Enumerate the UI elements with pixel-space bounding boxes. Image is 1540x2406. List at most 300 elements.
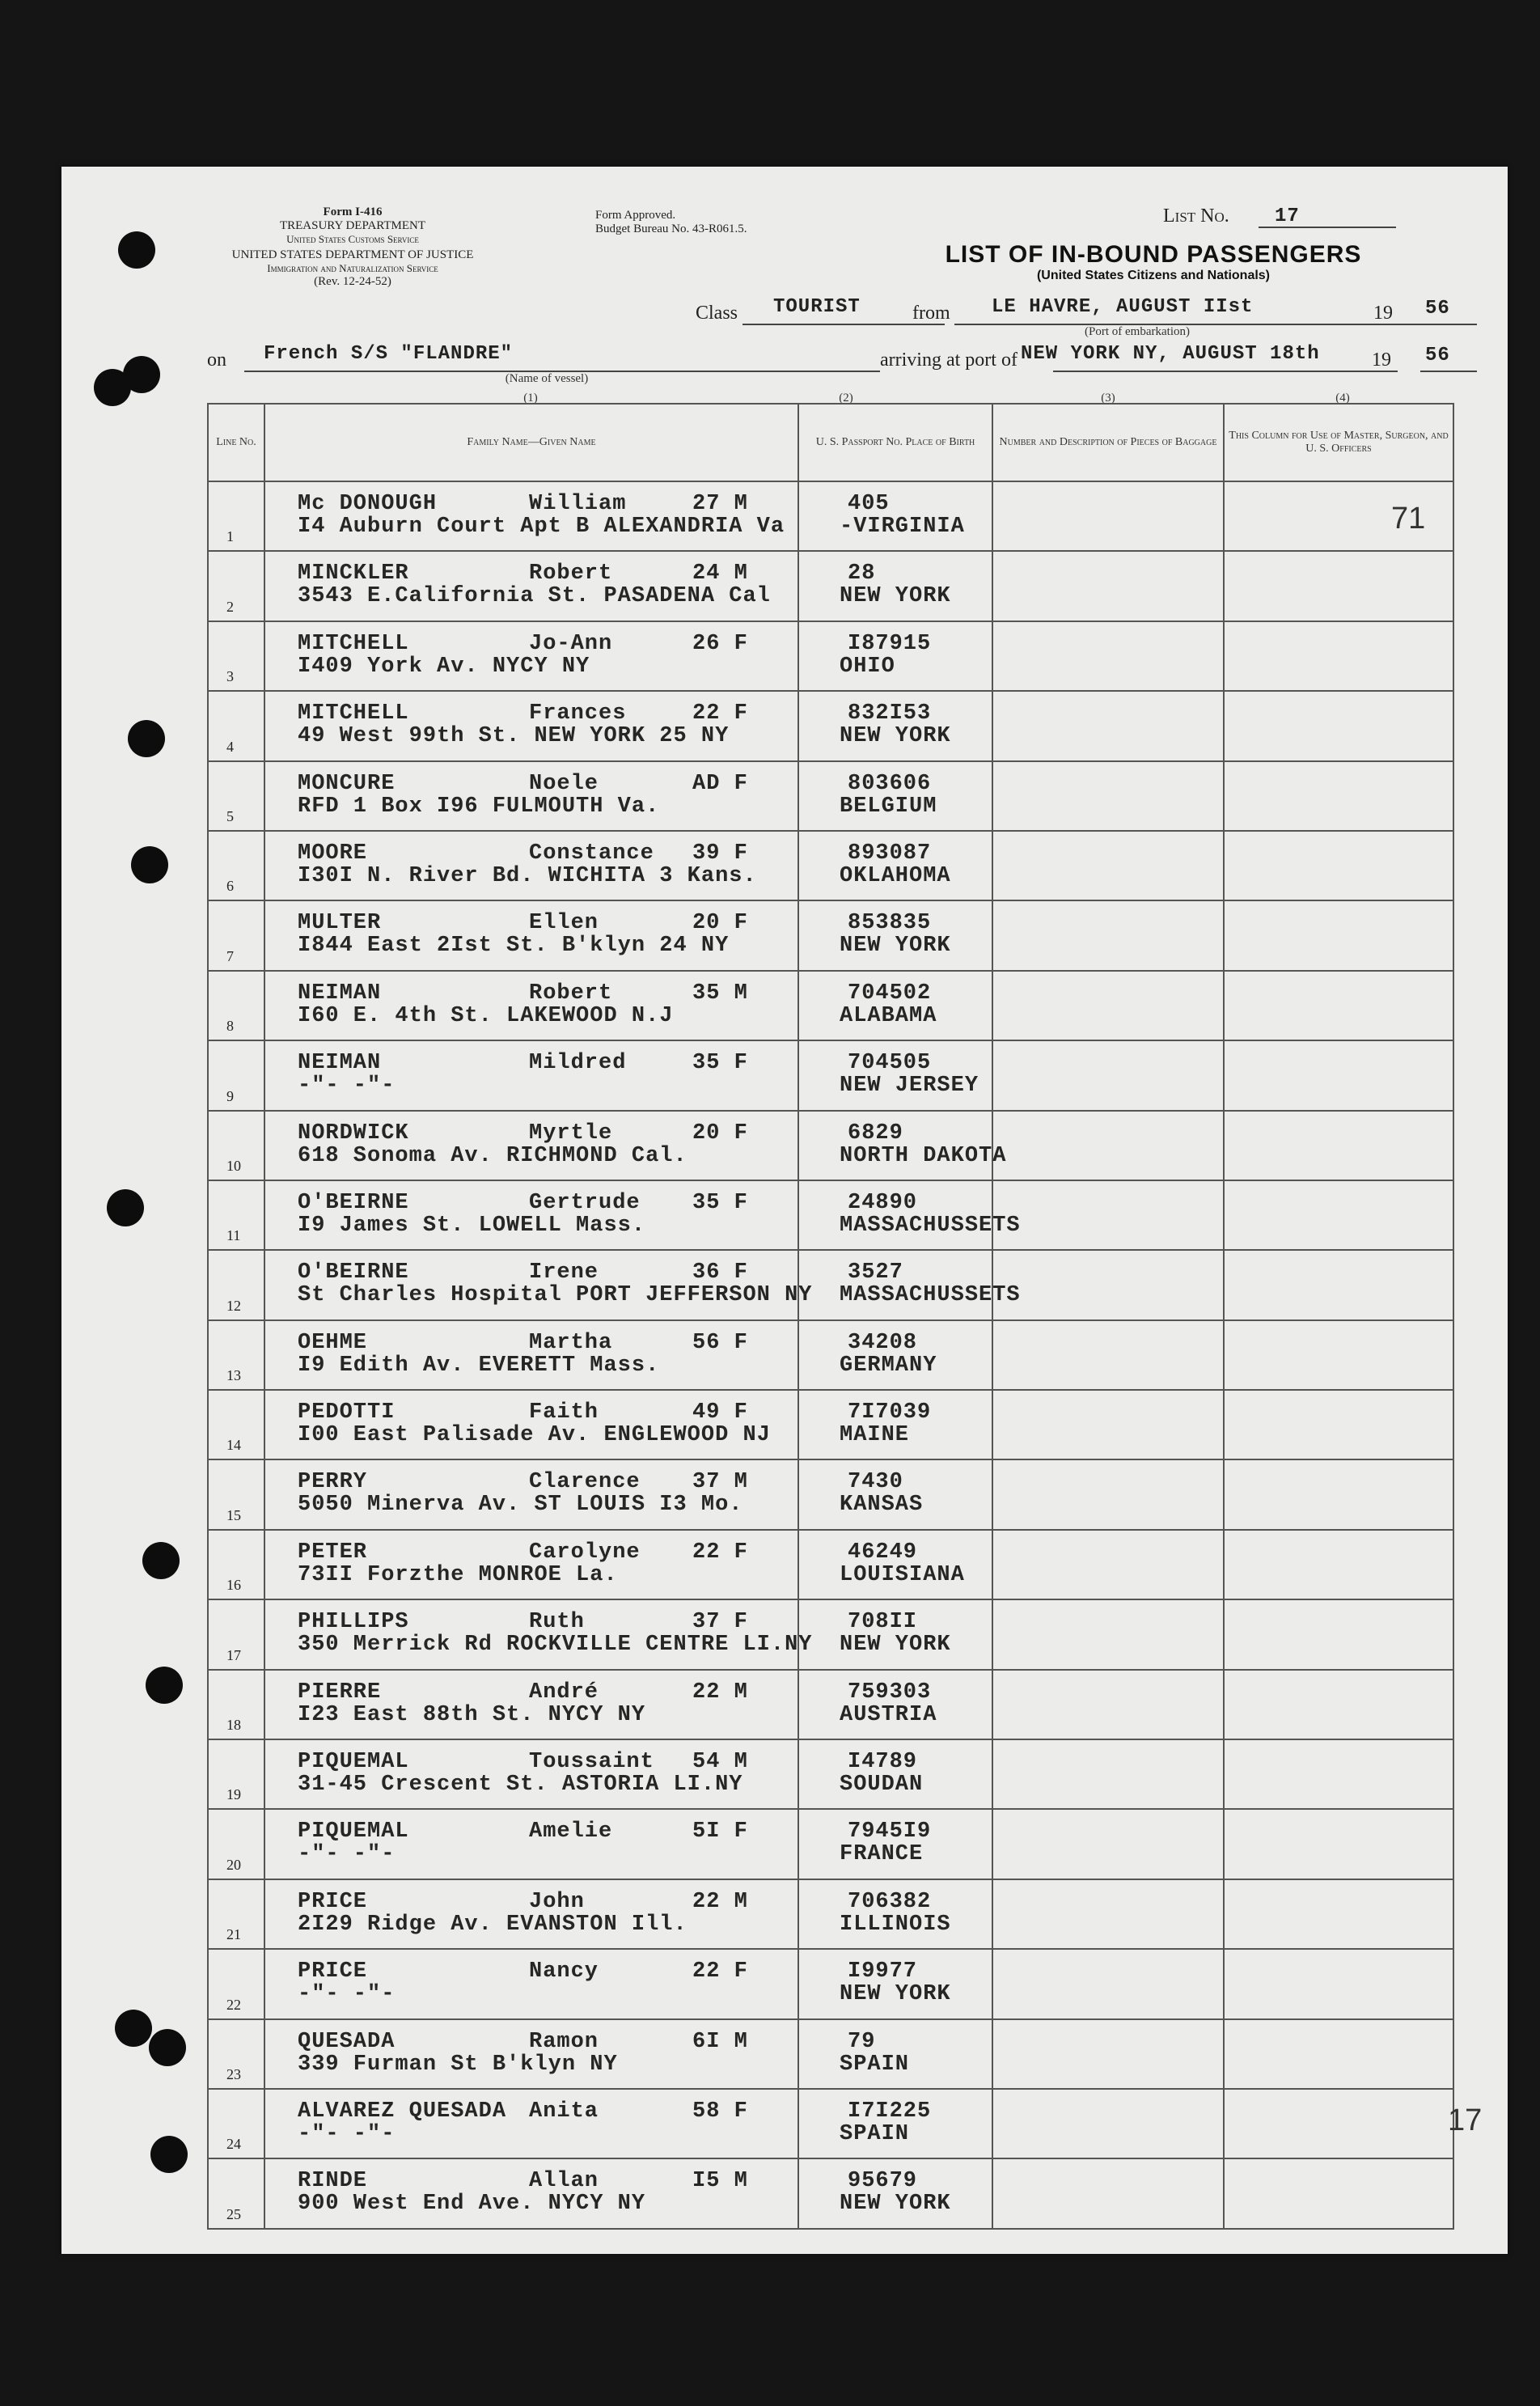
table-row bbox=[208, 761, 1453, 831]
passport-cell bbox=[798, 2089, 992, 2158]
passport-number: 7945I9 bbox=[848, 1819, 932, 1845]
line-number: 4 bbox=[226, 738, 234, 755]
passport-number: 3527 bbox=[848, 1260, 903, 1286]
age-sex: 35 M bbox=[692, 981, 748, 1006]
passport-cell bbox=[798, 761, 992, 831]
approval-block bbox=[595, 209, 806, 237]
line-cell bbox=[208, 2089, 264, 2158]
given-name: Myrtle bbox=[529, 1120, 613, 1146]
given-name: Anita bbox=[529, 2099, 599, 2124]
column-number: (2) bbox=[839, 392, 853, 405]
age-sex: 54 M bbox=[692, 1750, 748, 1775]
line-number: 12 bbox=[226, 1297, 241, 1314]
officer-cell bbox=[1224, 1111, 1453, 1180]
officer-cell bbox=[1224, 1390, 1453, 1459]
officer-cell bbox=[1224, 1040, 1453, 1110]
given-name: Jo-Ann bbox=[529, 631, 613, 656]
place-of-birth: KANSAS bbox=[840, 1493, 924, 1518]
name-cell bbox=[264, 1739, 798, 1809]
line-cell bbox=[208, 1530, 264, 1599]
family-name: PIQUEMAL bbox=[298, 1819, 409, 1845]
officer-cell bbox=[1224, 1879, 1453, 1949]
line-cell bbox=[208, 1111, 264, 1180]
line-number: 19 bbox=[226, 1786, 241, 1803]
line-cell bbox=[208, 1390, 264, 1459]
name-cell bbox=[264, 1320, 798, 1390]
place-of-birth: NEW YORK bbox=[840, 934, 951, 959]
name-cell bbox=[264, 831, 798, 900]
given-name: Faith bbox=[529, 1400, 599, 1425]
list-label: List No. bbox=[1163, 205, 1229, 227]
family-name: PHILLIPS bbox=[298, 1610, 409, 1635]
line-cell bbox=[208, 621, 264, 691]
arriving-line bbox=[1053, 371, 1398, 372]
passport-number: I9977 bbox=[848, 1959, 918, 1985]
officer-note: 71 bbox=[1391, 502, 1426, 536]
vessel-caption: (Name of vessel) bbox=[505, 372, 589, 385]
address: 2I29 Ridge Av. EVANSTON Ill. bbox=[298, 1912, 688, 1937]
given-name: Martha bbox=[529, 1330, 613, 1355]
budget-number: Budget Bureau No. 43-R061.5. bbox=[595, 222, 747, 236]
baggage-cell bbox=[992, 1250, 1224, 1319]
baggage-cell bbox=[992, 1320, 1224, 1390]
line-cell bbox=[208, 1670, 264, 1739]
given-name: Robert bbox=[529, 981, 613, 1006]
place-of-birth: -VIRGINIA bbox=[840, 515, 965, 539]
table-row bbox=[208, 831, 1453, 900]
table-row bbox=[208, 2089, 1453, 2158]
table-row bbox=[208, 2158, 1453, 2228]
table-row bbox=[208, 481, 1453, 551]
given-name: Noele bbox=[529, 771, 599, 796]
form-number: Form I-416 bbox=[323, 205, 383, 218]
line-cell bbox=[208, 1949, 264, 2018]
place-of-birth: NEW YORK bbox=[840, 2192, 951, 2217]
officer-cell bbox=[1224, 551, 1453, 621]
class-value: TOURIST bbox=[773, 296, 861, 318]
address: I409 York Av. NYCY NY bbox=[298, 654, 590, 679]
passport-number: 853835 bbox=[848, 911, 932, 936]
family-name: NORDWICK bbox=[298, 1120, 409, 1146]
age-sex: 22 M bbox=[692, 1889, 748, 1914]
officer-cell bbox=[1224, 1670, 1453, 1739]
baggage-cell bbox=[992, 1459, 1224, 1529]
page-subtitle: (United States Citizens and Nationals) bbox=[1036, 269, 1271, 282]
line-cell bbox=[208, 831, 264, 900]
line-cell bbox=[208, 1250, 264, 1319]
age-sex: 22 M bbox=[692, 1680, 748, 1705]
passport-number: 708II bbox=[848, 1610, 918, 1635]
passport-number: 6829 bbox=[848, 1120, 903, 1146]
place-of-birth: MAINE bbox=[840, 1423, 910, 1448]
passport-number: 706382 bbox=[848, 1889, 932, 1914]
passenger-rows bbox=[208, 481, 1453, 2229]
passport-cell bbox=[798, 1739, 992, 1809]
officer-cell bbox=[1224, 2089, 1453, 2158]
name-cell bbox=[264, 2158, 798, 2228]
passport-number: 893087 bbox=[848, 841, 932, 866]
passport-cell bbox=[798, 1879, 992, 1949]
baggage-cell bbox=[992, 481, 1224, 551]
given-name: Ruth bbox=[529, 1610, 585, 1635]
address: 350 Merrick Rd ROCKVILLE CENTRE LI.NY bbox=[298, 1633, 813, 1658]
given-name: Ramon bbox=[529, 2029, 599, 2054]
officer-cell bbox=[1224, 1739, 1453, 1809]
given-name: William bbox=[529, 492, 627, 516]
age-sex: 37 F bbox=[692, 1610, 748, 1635]
given-name: André bbox=[529, 1680, 599, 1705]
address: I23 East 88th St. NYCY NY bbox=[298, 1702, 646, 1727]
address: I00 East Palisade Av. ENGLEWOOD NJ bbox=[298, 1423, 771, 1448]
name-cell bbox=[264, 551, 798, 621]
page-title: LIST OF IN-BOUND PASSENGERS bbox=[945, 241, 1362, 268]
passport-cell bbox=[798, 621, 992, 691]
family-name: MOORE bbox=[298, 841, 368, 866]
officer-cell bbox=[1224, 691, 1453, 760]
passport-cell bbox=[798, 971, 992, 1040]
given-name: Gertrude bbox=[529, 1190, 641, 1215]
col-line: Line No. bbox=[208, 404, 264, 481]
table-row bbox=[208, 1530, 1453, 1599]
passenger-table bbox=[207, 403, 1454, 2230]
justice-dept: UNITED STATES DEPARTMENT OF JUSTICE bbox=[231, 248, 474, 262]
year-prefix: 19 bbox=[1372, 349, 1391, 371]
line-number: 24 bbox=[226, 2136, 241, 2153]
address: 49 West 99th St. NEW YORK 25 NY bbox=[298, 724, 730, 749]
table-row bbox=[208, 2019, 1453, 2089]
passport-cell bbox=[798, 1670, 992, 1739]
given-name: Ellen bbox=[529, 911, 599, 936]
age-sex: 35 F bbox=[692, 1190, 748, 1215]
place-of-birth: ALABAMA bbox=[840, 1003, 937, 1028]
passport-cell bbox=[798, 831, 992, 900]
punch-hole bbox=[150, 2136, 188, 2173]
baggage-cell bbox=[992, 1599, 1224, 1669]
age-sex: 6I M bbox=[692, 2029, 748, 2054]
officer-cell bbox=[1224, 971, 1453, 1040]
vessel-value: French S/S "FLANDRE" bbox=[264, 343, 514, 365]
family-name: QUESADA bbox=[298, 2029, 396, 2054]
name-cell bbox=[264, 1949, 798, 2018]
officer-cell bbox=[1224, 761, 1453, 831]
agency-block bbox=[207, 205, 498, 289]
name-cell bbox=[264, 1040, 798, 1110]
family-name: O'BEIRNE bbox=[298, 1260, 409, 1286]
age-sex: 35 F bbox=[692, 1051, 748, 1076]
given-name: Frances bbox=[529, 701, 627, 726]
line-number: 2 bbox=[226, 598, 234, 615]
line-number: 9 bbox=[226, 1087, 234, 1104]
age-sex: 26 F bbox=[692, 631, 748, 656]
officer-cell bbox=[1224, 1250, 1453, 1319]
family-name: MONCURE bbox=[298, 771, 396, 796]
passport-number: 95679 bbox=[848, 2169, 918, 2194]
family-name: PRICE bbox=[298, 1959, 368, 1985]
address: I9 James St. LOWELL Mass. bbox=[298, 1213, 646, 1238]
given-name: Clarence bbox=[529, 1470, 641, 1495]
line-number: 5 bbox=[226, 807, 234, 824]
line-cell bbox=[208, 1809, 264, 1879]
age-sex: 36 F bbox=[692, 1260, 748, 1286]
customs-service: United States Customs Service bbox=[286, 232, 419, 245]
name-cell bbox=[264, 481, 798, 551]
col-name: Family Name—Given Name bbox=[264, 404, 798, 481]
baggage-cell bbox=[992, 1879, 1224, 1949]
line-number: 16 bbox=[226, 1577, 241, 1594]
line-cell bbox=[208, 691, 264, 760]
passport-number: 34208 bbox=[848, 1330, 918, 1355]
arriving-label: arriving at port of bbox=[880, 349, 1018, 371]
age-sex: AD F bbox=[692, 771, 748, 796]
passport-cell bbox=[798, 551, 992, 621]
baggage-cell bbox=[992, 1530, 1224, 1599]
line-number: 11 bbox=[226, 1227, 241, 1244]
year-value: 56 bbox=[1425, 298, 1450, 320]
punch-hole bbox=[107, 1189, 144, 1226]
table-row bbox=[208, 1670, 1453, 1739]
family-name: MITCHELL bbox=[298, 631, 409, 656]
given-name: Amelie bbox=[529, 1819, 613, 1845]
address: 5050 Minerva Av. ST LOUIS I3 Mo. bbox=[298, 1493, 743, 1518]
name-cell bbox=[264, 1809, 798, 1879]
officer-cell bbox=[1224, 621, 1453, 691]
line-number: 1 bbox=[226, 528, 234, 545]
line-cell bbox=[208, 1459, 264, 1529]
baggage-cell bbox=[992, 691, 1224, 760]
place-of-birth: OKLAHOMA bbox=[840, 863, 951, 888]
line-number: 3 bbox=[226, 668, 234, 685]
place-of-birth: MASSACHUSSETS bbox=[840, 1213, 1021, 1238]
baggage-cell bbox=[992, 1809, 1224, 1879]
baggage-cell bbox=[992, 621, 1224, 691]
baggage-cell bbox=[992, 971, 1224, 1040]
line-cell bbox=[208, 1180, 264, 1250]
line-number: 13 bbox=[226, 1367, 241, 1384]
name-cell bbox=[264, 971, 798, 1040]
line-number: 15 bbox=[226, 1506, 241, 1523]
family-name: OEHME bbox=[298, 1330, 368, 1355]
place-of-birth: AUSTRIA bbox=[840, 1702, 937, 1727]
passport-number: 7430 bbox=[848, 1470, 903, 1495]
family-name: RINDE bbox=[298, 2169, 368, 2194]
passport-cell bbox=[798, 1809, 992, 1879]
given-name: Carolyne bbox=[529, 1540, 641, 1565]
passport-number: 28 bbox=[848, 561, 876, 587]
officer-cell bbox=[1224, 2158, 1453, 2228]
place-of-birth: NEW YORK bbox=[840, 724, 951, 749]
passport-cell bbox=[798, 1180, 1021, 1250]
name-cell bbox=[264, 691, 798, 760]
baggage-cell bbox=[992, 1040, 1224, 1110]
passport-cell bbox=[798, 1250, 1021, 1319]
table-row bbox=[208, 1250, 1453, 1319]
address: RFD 1 Box I96 FULMOUTH Va. bbox=[298, 794, 660, 819]
line-cell bbox=[208, 1320, 264, 1390]
address: 339 Furman St B'klyn NY bbox=[298, 2052, 618, 2077]
table-row bbox=[208, 1949, 1453, 2018]
passport-number: I4789 bbox=[848, 1750, 918, 1775]
line-number: 23 bbox=[226, 2065, 241, 2082]
on-label: on bbox=[207, 349, 226, 371]
family-name: MINCKLER bbox=[298, 561, 409, 587]
passport-number: 46249 bbox=[848, 1540, 918, 1565]
line-number: 6 bbox=[226, 878, 234, 895]
table-row bbox=[208, 1879, 1453, 1949]
baggage-cell bbox=[992, 2019, 1224, 2089]
baggage-cell bbox=[992, 2158, 1224, 2228]
family-name: Mc DONOUGH bbox=[298, 492, 438, 516]
passport-number: 704502 bbox=[848, 981, 932, 1006]
place-of-birth: NEW YORK bbox=[840, 584, 951, 609]
passport-cell bbox=[798, 481, 992, 551]
given-name: Toussaint bbox=[529, 1750, 654, 1775]
table-row bbox=[208, 1180, 1453, 1250]
address: I9 Edith Av. EVERETT Mass. bbox=[298, 1353, 660, 1378]
table-row bbox=[208, 551, 1453, 621]
corner-note: 17 bbox=[1448, 2103, 1483, 2137]
passport-number: I7I225 bbox=[848, 2099, 932, 2124]
given-name: Nancy bbox=[529, 1959, 599, 1985]
passport-cell bbox=[798, 1390, 992, 1459]
name-cell bbox=[264, 2089, 798, 2158]
place-of-birth: NORTH DAKOTA bbox=[840, 1143, 1007, 1168]
family-name: NEIMAN bbox=[298, 1051, 382, 1076]
age-sex: 27 M bbox=[692, 492, 748, 516]
family-name: MITCHELL bbox=[298, 701, 409, 726]
year-value: 56 bbox=[1425, 345, 1450, 366]
year-prefix: 19 bbox=[1373, 303, 1393, 324]
line-cell bbox=[208, 761, 264, 831]
line-cell bbox=[208, 1040, 264, 1110]
officer-cell bbox=[1224, 1599, 1453, 1669]
passport-number: 405 bbox=[848, 492, 890, 516]
line-cell bbox=[208, 551, 264, 621]
line-cell bbox=[208, 481, 264, 551]
list-number: 17 bbox=[1275, 205, 1300, 227]
table-row bbox=[208, 621, 1453, 691]
year-line bbox=[1420, 371, 1477, 372]
line-cell bbox=[208, 2019, 264, 2089]
port-caption: (Port of embarkation) bbox=[1085, 325, 1190, 338]
address: I844 East 2Ist St. B'klyn 24 NY bbox=[298, 934, 730, 959]
punch-hole bbox=[115, 2010, 152, 2047]
place-of-birth: OHIO bbox=[840, 654, 895, 679]
address: I60 E. 4th St. LAKEWOOD N.J bbox=[298, 1003, 674, 1028]
place-of-birth: SOUDAN bbox=[840, 1773, 924, 1798]
officer-cell bbox=[1224, 1320, 1453, 1390]
given-name: Irene bbox=[529, 1260, 599, 1286]
name-cell bbox=[264, 1670, 798, 1739]
address: 31-45 Crescent St. ASTORIA LI.NY bbox=[298, 1773, 743, 1798]
table-row bbox=[208, 1111, 1453, 1180]
table-row bbox=[208, 1459, 1453, 1529]
embark-value: LE HAVRE, AUGUST IIst bbox=[992, 296, 1254, 318]
place-of-birth: NEW YORK bbox=[840, 1982, 951, 2007]
passport-cell bbox=[798, 2158, 992, 2228]
age-sex: 37 M bbox=[692, 1470, 748, 1495]
officer-cell bbox=[1224, 1530, 1453, 1599]
punch-hole bbox=[146, 1667, 183, 1704]
name-cell bbox=[264, 1250, 813, 1319]
age-sex: 22 F bbox=[692, 1540, 748, 1565]
family-name: PERRY bbox=[298, 1470, 368, 1495]
column-number: (3) bbox=[1101, 392, 1115, 405]
officer-cell bbox=[1224, 900, 1453, 970]
table-row bbox=[208, 691, 1453, 760]
name-cell bbox=[264, 2019, 798, 2089]
table-row bbox=[208, 1040, 1453, 1110]
passport-cell bbox=[798, 1040, 992, 1110]
year-line bbox=[1420, 324, 1477, 325]
name-cell bbox=[264, 1459, 798, 1529]
punch-hole bbox=[128, 720, 165, 757]
col-passport: U. S. Passport No. Place of Birth bbox=[798, 404, 992, 481]
table-row bbox=[208, 1599, 1453, 1669]
line-number: 25 bbox=[226, 2205, 241, 2222]
address: 73II Forzthe MONROE La. bbox=[298, 1562, 618, 1587]
address: -"- -"- bbox=[298, 1842, 396, 1867]
age-sex: 22 F bbox=[692, 1959, 748, 1985]
officer-cell bbox=[1224, 1809, 1453, 1879]
revision: (Rev. 12-24-52) bbox=[314, 274, 391, 288]
age-sex: 24 M bbox=[692, 561, 748, 587]
punch-hole bbox=[149, 2029, 186, 2066]
place-of-birth: SPAIN bbox=[840, 2052, 910, 2077]
family-name: PETER bbox=[298, 1540, 368, 1565]
baggage-cell bbox=[992, 1739, 1224, 1809]
address: 618 Sonoma Av. RICHMOND Cal. bbox=[298, 1143, 688, 1168]
address: 3543 E.California St. PASADENA Cal bbox=[298, 584, 771, 609]
age-sex: 49 F bbox=[692, 1400, 748, 1425]
name-cell bbox=[264, 1180, 798, 1250]
officer-cell bbox=[1224, 1459, 1453, 1529]
passport-number: 832I53 bbox=[848, 701, 932, 726]
age-sex: 22 F bbox=[692, 701, 748, 726]
line-number: 18 bbox=[226, 1717, 241, 1734]
place-of-birth: NEW YORK bbox=[840, 1633, 951, 1658]
place-of-birth: NEW JERSEY bbox=[840, 1074, 979, 1099]
passport-cell bbox=[798, 691, 992, 760]
officer-cell bbox=[1224, 831, 1453, 900]
line-cell bbox=[208, 1879, 264, 1949]
baggage-cell bbox=[992, 1949, 1224, 2018]
family-name: PEDOTTI bbox=[298, 1400, 396, 1425]
line-number: 14 bbox=[226, 1437, 241, 1454]
age-sex: 5I F bbox=[692, 1819, 748, 1845]
line-number: 7 bbox=[226, 947, 234, 964]
address: -"- -"- bbox=[298, 1982, 396, 2007]
officer-cell bbox=[1224, 2019, 1453, 2089]
passport-cell bbox=[798, 1111, 1007, 1180]
name-cell bbox=[264, 1879, 798, 1949]
from-label: from bbox=[912, 303, 950, 324]
name-cell bbox=[264, 1530, 798, 1599]
baggage-cell bbox=[992, 2089, 1224, 2158]
passport-cell bbox=[798, 1599, 992, 1669]
passport-cell bbox=[798, 1949, 992, 2018]
column-number: (1) bbox=[523, 392, 538, 405]
line-cell bbox=[208, 1599, 264, 1669]
passport-number: I87915 bbox=[848, 631, 932, 656]
name-cell bbox=[264, 1111, 798, 1180]
form-approved: Form Approved. bbox=[595, 209, 676, 222]
given-name: Allan bbox=[529, 2169, 599, 2194]
table-row bbox=[208, 1390, 1453, 1459]
line-number: 8 bbox=[226, 1018, 234, 1035]
age-sex: 20 F bbox=[692, 911, 748, 936]
line-cell bbox=[208, 971, 264, 1040]
age-sex: I5 M bbox=[692, 2169, 748, 2194]
